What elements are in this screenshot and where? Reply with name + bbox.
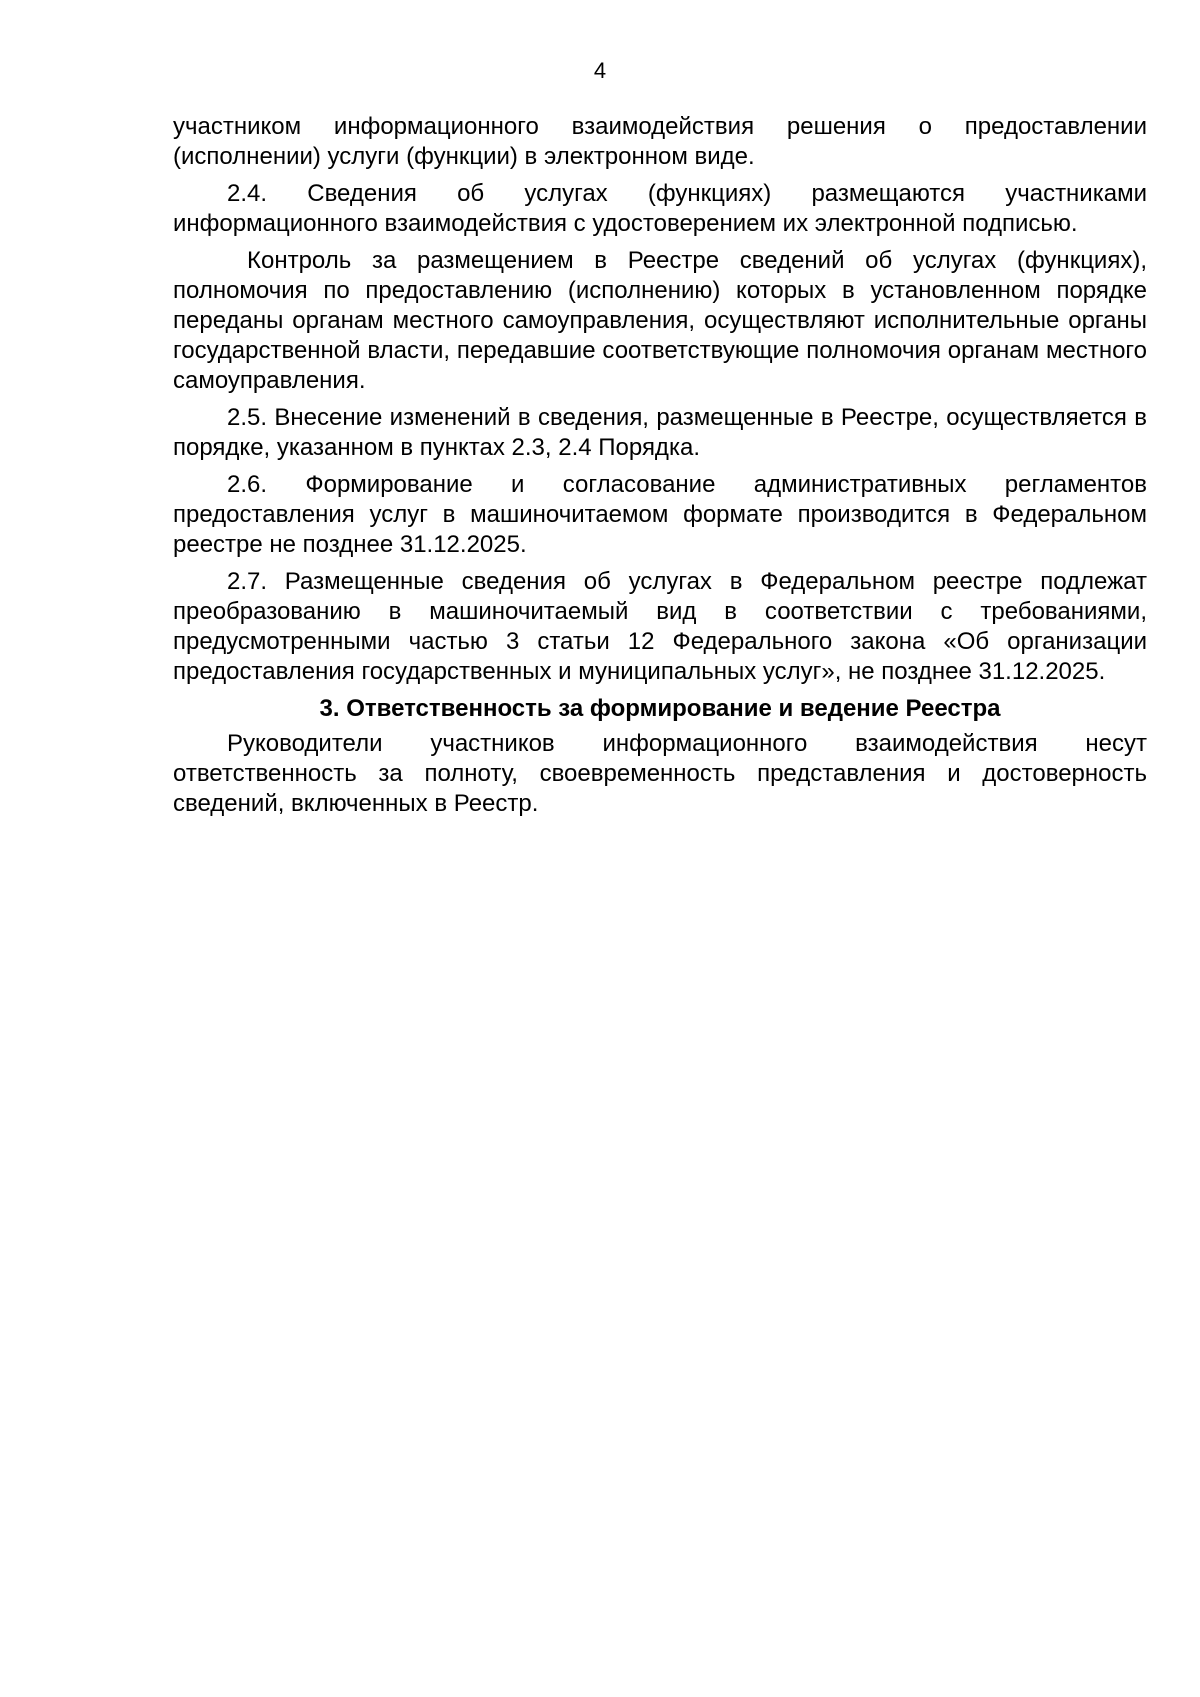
- paragraph-2-4: 2.4. Сведения об услугах (функциях) размещаются участниками информационного взаимодействия с удостоверением их электронной подписью.: [173, 180, 1147, 237]
- paragraph-2-5: 2.5. Внесение изменений в сведения, размещенные в Реестре, осуществляется в порядке, указанном в пунктах 2.3, 2.4 Порядка.: [173, 404, 1147, 461]
- paragraph-responsibility: Руководители участников информационного взаимодействия несут ответственность за полноту, своевременность представления и достоверность сведений, включенных в Реестр.: [173, 730, 1147, 817]
- paragraph-continuation: участником информационного взаимодействия решения о предоставлении (исполнении) услуги (функции) в электронном виде.: [173, 113, 1147, 170]
- section-heading: 3. Ответственность за формирование и ведение Реестра: [319, 695, 1001, 722]
- document-body: [173, 112, 1147, 826]
- paragraph-2-6: 2.6. Формирование и согласование административных регламентов предоставления услуг в машиночитаемом формате производится в Федеральном реестре не позднее 31.12.2025.: [173, 471, 1147, 558]
- paragraph-control: Контроль за размещением в Реестре сведений об услугах (функциях), полномочия по предоставлению (исполнению) которых в установленном порядке переданы органам местного самоуправления, осуществляют исполнительные органы государственной власти, передавшие соответствующие полномочия органам местного самоуправления.: [173, 247, 1147, 394]
- page-number: 4: [593, 58, 607, 83]
- paragraph-2-7: 2.7. Размещенные сведения об услугах в Федеральном реестре подлежат преобразованию в машиночитаемый вид в соответствии с требованиями, предусмотренными частью 3 статьи 12 Федерального закона «Об организации предоставления государственных и муниципальных услуг», не позднее 31.12.2025.: [173, 568, 1147, 685]
